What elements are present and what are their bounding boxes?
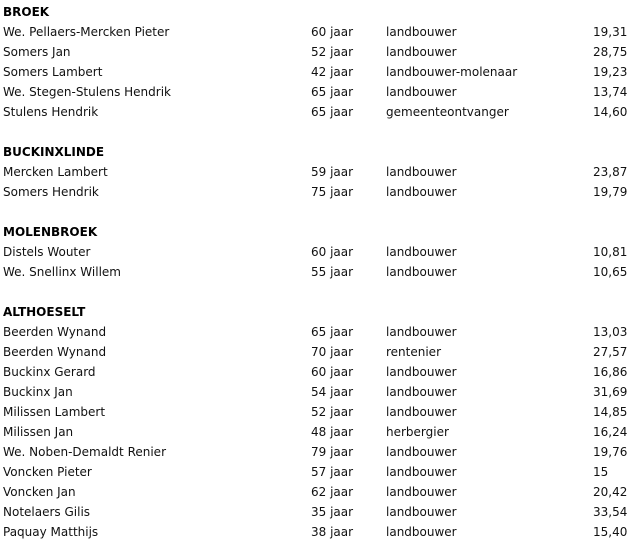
person-row xyxy=(3,262,629,282)
village-section xyxy=(3,222,629,282)
person-name: Somers Hendrik xyxy=(3,185,99,199)
document-body xyxy=(3,2,629,542)
person-age: 59 jaar xyxy=(311,165,354,179)
village-heading: MOLENBROEK xyxy=(3,225,98,239)
person-row xyxy=(3,42,629,62)
person-age: 52 jaar xyxy=(311,405,354,419)
person-age: 75 jaar xyxy=(311,185,354,199)
person-age: 35 jaar xyxy=(311,505,354,519)
person-value: 19,76 xyxy=(593,445,628,459)
person-value: 23,87 xyxy=(593,165,628,179)
person-row xyxy=(3,62,629,82)
person-occupation: landbouwer xyxy=(386,465,457,479)
person-age: 60 jaar xyxy=(311,25,354,39)
person-occupation: landbouwer xyxy=(386,365,457,379)
person-value: 13,74 xyxy=(593,85,628,99)
person-occupation: landbouwer xyxy=(386,45,457,59)
person-name: We. Noben-Demaldt Renier xyxy=(3,445,167,459)
person-row xyxy=(3,82,629,102)
village-heading: BUCKINXLINDE xyxy=(3,145,105,159)
person-row xyxy=(3,342,629,362)
person-name: Somers Jan xyxy=(3,45,71,59)
village-heading: BROEK xyxy=(3,5,50,19)
person-name: Beerden Wynand xyxy=(3,345,107,359)
person-occupation: landbouwer xyxy=(386,25,457,39)
person-name: Paquay Matthijs xyxy=(3,525,99,539)
person-row xyxy=(3,162,629,182)
person-value: 16,86 xyxy=(593,365,628,379)
person-age: 38 jaar xyxy=(311,525,354,539)
person-occupation: landbouwer xyxy=(386,485,457,499)
person-age: 60 jaar xyxy=(311,365,354,379)
person-value: 27,57 xyxy=(593,345,628,359)
person-occupation: landbouwer xyxy=(386,185,457,199)
person-occupation: landbouwer xyxy=(386,445,457,459)
person-row xyxy=(3,182,629,202)
person-occupation: landbouwer xyxy=(386,525,457,539)
person-row xyxy=(3,322,629,342)
person-occupation: landbouwer xyxy=(386,505,457,519)
person-name: Buckinx Gerard xyxy=(3,365,96,379)
village-section xyxy=(3,302,629,542)
person-value: 33,54 xyxy=(593,505,628,519)
person-value: 31,69 xyxy=(593,385,628,399)
person-row xyxy=(3,402,629,422)
village-heading: ALTHOESELT xyxy=(3,305,86,319)
person-value: 28,75 xyxy=(593,45,628,59)
person-name: Distels Wouter xyxy=(3,245,91,259)
person-row xyxy=(3,522,629,542)
person-value: 15 xyxy=(593,465,609,479)
person-name: Voncken Jan xyxy=(3,485,76,499)
person-occupation: landbouwer-molenaar xyxy=(386,65,518,79)
person-value: 10,81 xyxy=(593,245,628,259)
person-value: 16,24 xyxy=(593,425,628,439)
person-row xyxy=(3,442,629,462)
person-occupation: landbouwer xyxy=(386,245,457,259)
person-value: 10,65 xyxy=(593,265,628,279)
person-age: 42 jaar xyxy=(311,65,354,79)
person-value: 19,31 xyxy=(593,25,628,39)
person-age: 52 jaar xyxy=(311,45,354,59)
person-value: 13,03 xyxy=(593,325,628,339)
person-name: We. Stegen-Stulens Hendrik xyxy=(3,85,171,99)
person-name: Somers Lambert xyxy=(3,65,103,79)
person-name: We. Snellinx Willem xyxy=(3,265,121,279)
person-age: 79 jaar xyxy=(311,445,354,459)
village-section xyxy=(3,2,629,122)
person-name: Milissen Jan xyxy=(3,425,74,439)
person-row xyxy=(3,422,629,442)
person-row xyxy=(3,382,629,402)
person-value: 14,85 xyxy=(593,405,628,419)
person-name: Milissen Lambert xyxy=(3,405,106,419)
person-occupation: landbouwer xyxy=(386,385,457,399)
person-age: 57 jaar xyxy=(311,465,354,479)
person-age: 65 jaar xyxy=(311,85,354,99)
person-age: 65 jaar xyxy=(311,325,354,339)
person-row xyxy=(3,22,629,42)
person-age: 65 jaar xyxy=(311,105,354,119)
person-row xyxy=(3,482,629,502)
person-name: Notelaers Gilis xyxy=(3,505,91,519)
person-name: Buckinx Jan xyxy=(3,385,73,399)
person-row xyxy=(3,242,629,262)
person-row xyxy=(3,362,629,382)
person-occupation: landbouwer xyxy=(386,405,457,419)
person-value: 19,23 xyxy=(593,65,628,79)
person-occupation: herbergier xyxy=(386,425,449,439)
person-age: 60 jaar xyxy=(311,245,354,259)
person-value: 19,79 xyxy=(593,185,628,199)
person-occupation: landbouwer xyxy=(386,85,457,99)
person-row xyxy=(3,502,629,522)
person-occupation: gemeenteontvanger xyxy=(386,105,509,119)
person-age: 54 jaar xyxy=(311,385,354,399)
person-age: 70 jaar xyxy=(311,345,354,359)
person-name: Voncken Pieter xyxy=(3,465,92,479)
person-age: 55 jaar xyxy=(311,265,354,279)
person-value: 15,40 xyxy=(593,525,628,539)
person-name: Mercken Lambert xyxy=(3,165,108,179)
person-row xyxy=(3,102,629,122)
village-section xyxy=(3,142,629,202)
person-value: 14,60 xyxy=(593,105,628,119)
person-name: Stulens Hendrik xyxy=(3,105,99,119)
person-occupation: landbouwer xyxy=(386,265,457,279)
person-occupation: landbouwer xyxy=(386,165,457,179)
person-occupation: rentenier xyxy=(386,345,442,359)
person-age: 48 jaar xyxy=(311,425,354,439)
person-name: We. Pellaers-Mercken Pieter xyxy=(3,25,170,39)
person-row xyxy=(3,462,629,482)
person-name: Beerden Wynand xyxy=(3,325,107,339)
person-age: 62 jaar xyxy=(311,485,354,499)
person-occupation: landbouwer xyxy=(386,325,457,339)
person-value: 20,42 xyxy=(593,485,628,499)
